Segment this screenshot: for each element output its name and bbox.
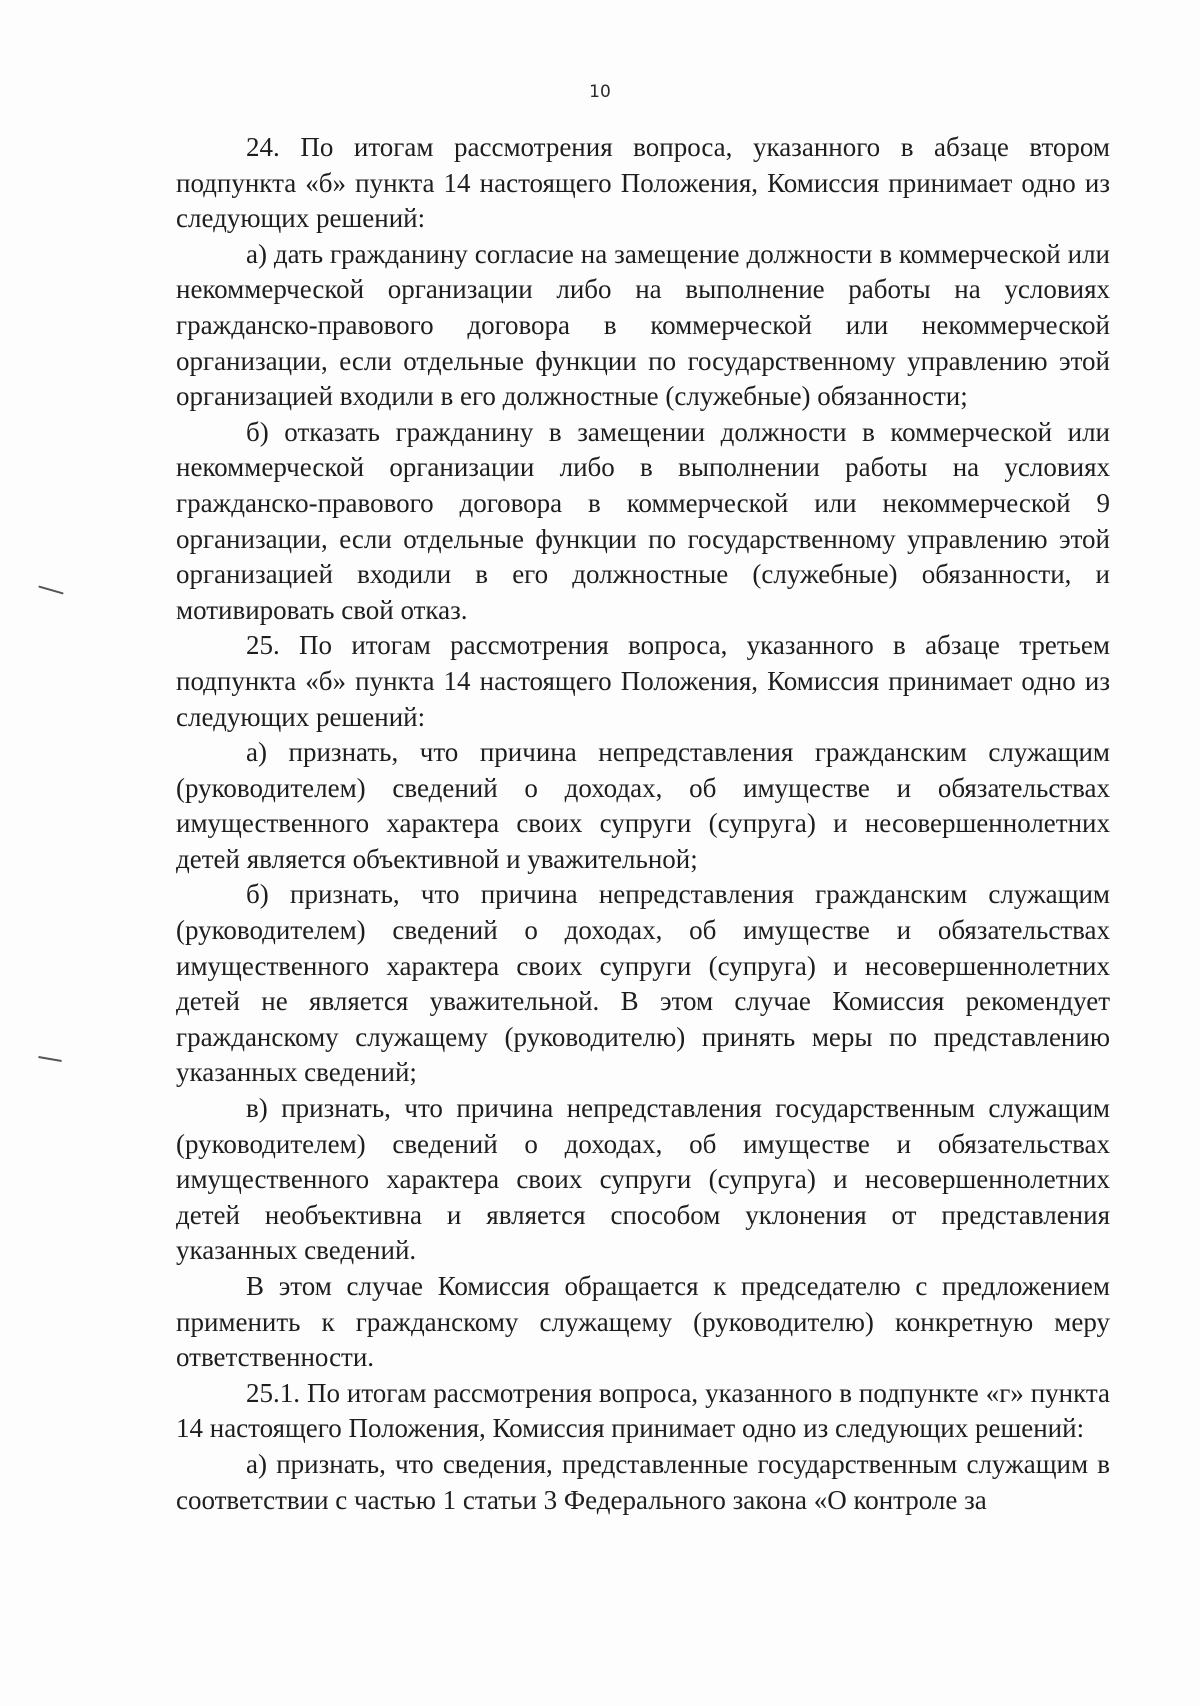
paragraph-25-note: В этом случае Комиссия обращается к председателю с предложением применить к гражданскому служащему (руководителю) конкретную меру ответственности.: [176, 1271, 1110, 1373]
scan-mark: [38, 1056, 62, 1062]
paragraph-24-a: а) дать гражданину согласие на замещение должности в коммерческой или некоммерческой организации либо на выполнение работы на условиях гражданско-правового договора в коммерческой или некоммерческой организации, если отдельные функции по государственному управлению этой организацией входили в его должностные (служебные) обязанности;: [176, 238, 1110, 412]
paragraph-25-1-a: а) признать, что сведения, представленные государственным служащим в соответствии с частью 1 статьи 3 Федерального закона «О контроле за: [176, 1448, 1110, 1515]
page-number: 10: [589, 82, 611, 102]
paragraph-25: 25. По итогам рассмотрения вопроса, указанного в абзаце третьем подпункта «б» пункта 14 настоящего Положения, Комиссия принимает одно из следующих решений:: [176, 630, 1110, 732]
paragraph-24-b: б) отказать гражданину в замещении должности в коммерческой или некоммерческой организации либо в выполнении работы на условиях гражданско-правового договора в коммерческой или некоммерческой 9 организации, если отдельные функции по государственному управлению этой организацией входили в его должностные (служебные) обязанности, и мотивировать свой отказ.: [176, 416, 1110, 625]
paragraph-25-v: в) признать, что причина непредставления государственным служащим (руководителем) сведений о доходах, об имуществе и обязательствах имущественного характера своих супруги (супруга) и несовершеннолетних детей необъективна и является способом уклонения от представления указанных сведений.: [176, 1093, 1110, 1266]
paragraph-24: 24. По итогам рассмотрения вопроса, указанного в абзаце втором подпункта «б» пункта 14 настоящего Положения, Комиссия принимает одно из следующих решений:: [176, 132, 1110, 234]
paragraph-25-1: 25.1. По итогам рассмотрения вопроса, указанного в подпункте «г» пункта 14 настоящего Положения, Комиссия принимает одно из следующих решений:: [176, 1377, 1110, 1444]
paragraph-25-b: б) признать, что причина непредставления гражданским служащим (руководителем) сведений о доходах, об имуществе и обязательствах имущественного характера своих супруги (супруга) и несовершеннолетних детей не является уважительной. В этом случае Комиссия рекомендует гражданскому служащему (руководителю) принять меры по представлению указанных сведений;: [176, 879, 1110, 1088]
scan-mark: [38, 585, 64, 594]
paragraph-25-a: а) признать, что причина непредставления гражданским служащим (руководителем) сведений о доходах, об имуществе и обязательствах имущественного характера своих супруги (супруга) и несовершеннолетних детей является объективной и уважительной;: [176, 737, 1110, 874]
document-body: [176, 130, 1110, 1518]
